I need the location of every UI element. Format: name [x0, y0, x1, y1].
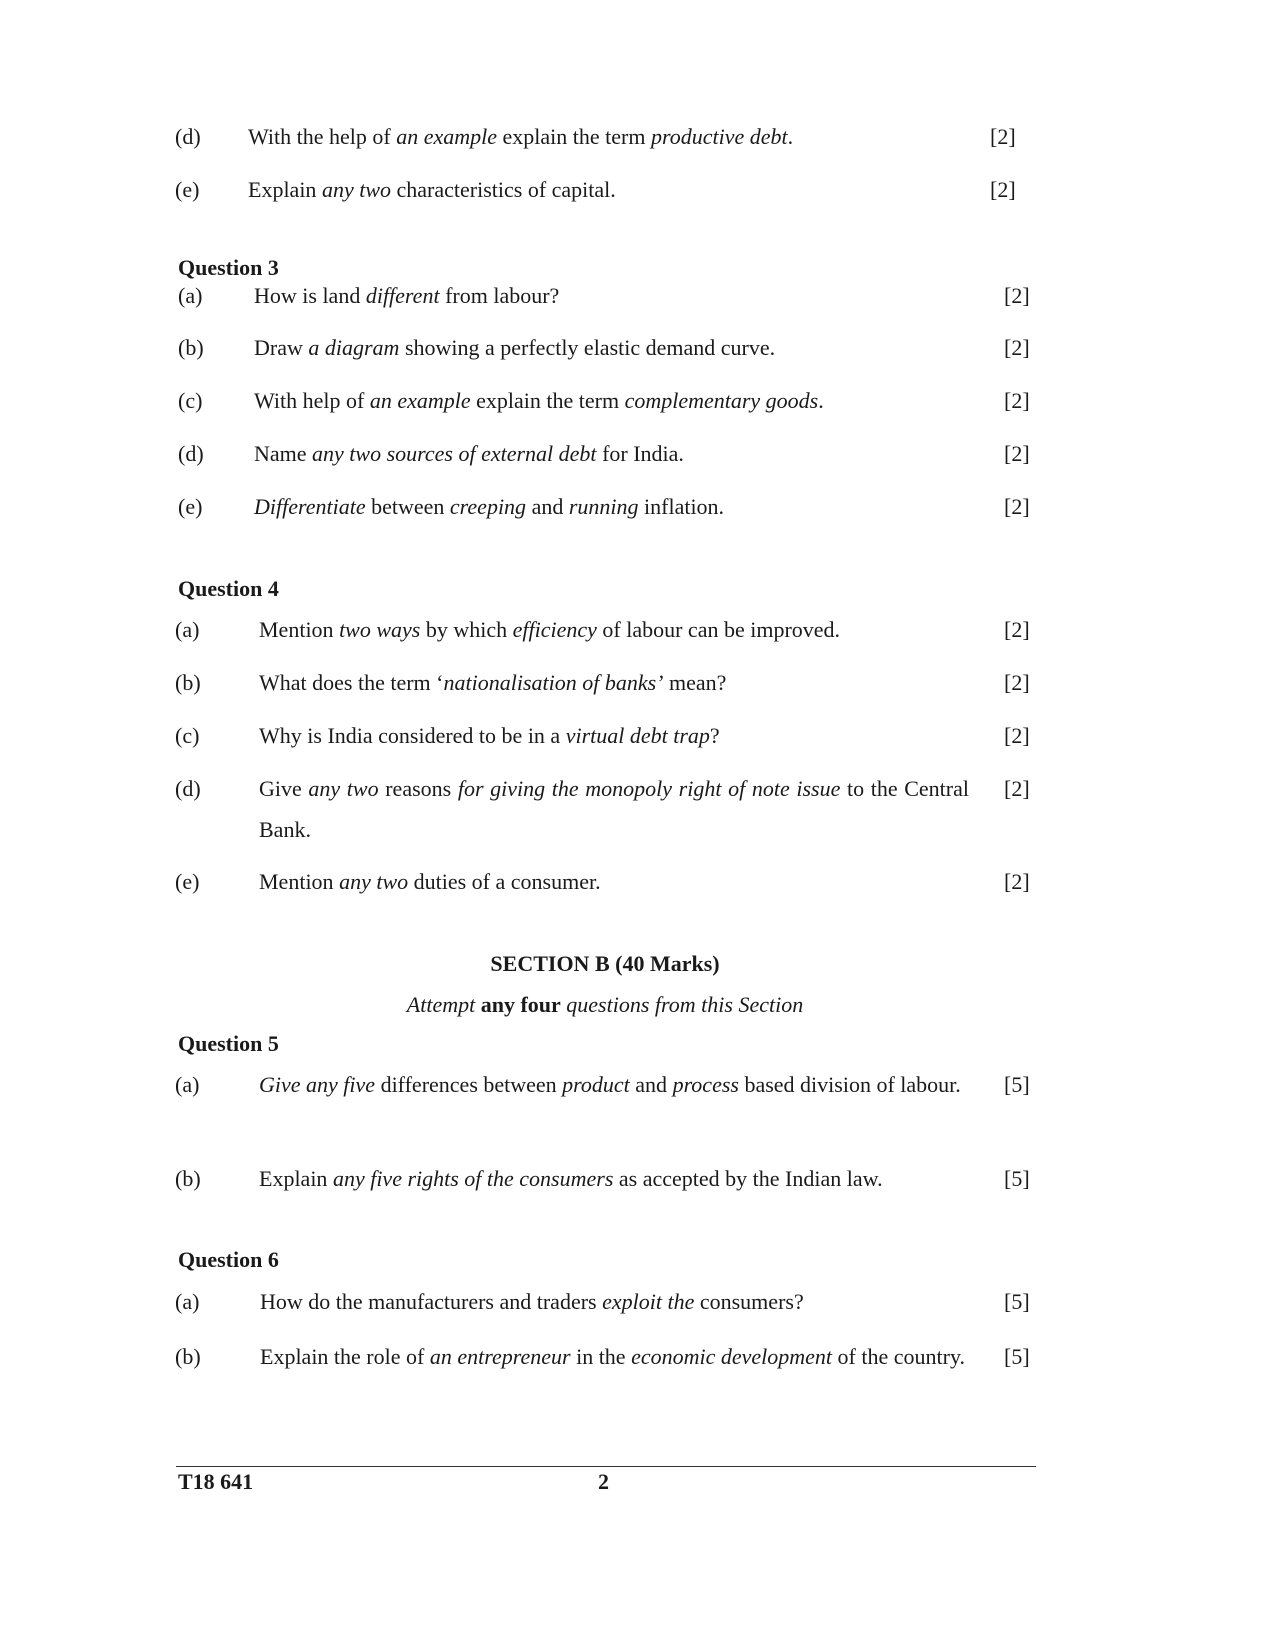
section-instruction [0, 992, 1210, 1018]
item-label: (b) [175, 1344, 201, 1369]
item-text [254, 486, 974, 527]
text-segment: two ways [339, 617, 421, 642]
text-segment: duties of a consumer. [408, 869, 601, 894]
text-segment: With help of [254, 388, 370, 413]
item-marks: [2] [1004, 494, 1030, 519]
item-label: (a) [175, 1072, 200, 1097]
item-marks: [2] [1004, 670, 1030, 695]
item-text [260, 1336, 969, 1377]
text-segment: With the help of [248, 124, 397, 149]
text-segment: questions from this Section [560, 992, 804, 1017]
item-text [260, 1281, 969, 1322]
text-segment: an example [396, 124, 497, 149]
item-marks: [2] [1004, 723, 1030, 748]
text-segment: of the country. [832, 1344, 966, 1369]
item-marks: [2] [990, 124, 1016, 149]
item-text [254, 327, 974, 368]
item-text [259, 609, 969, 650]
text-segment: and [629, 1072, 673, 1097]
text-segment: an entrepreneur [429, 1344, 571, 1369]
text-segment: Give any five [259, 1072, 376, 1097]
text-segment: Explain the role of [260, 1344, 430, 1369]
item-text [259, 1158, 969, 1199]
text-segment: in the [570, 1344, 632, 1369]
item-marks: [2] [1004, 869, 1030, 894]
text-segment: How is land [254, 283, 366, 308]
section-title: SECTION B (40 Marks) [490, 951, 720, 976]
text-segment: Mention [259, 869, 340, 894]
item-label: (e) [178, 494, 203, 519]
item-marks: [2] [1004, 335, 1030, 360]
question-heading: Question 6 [178, 1247, 279, 1272]
text-segment: Mention [259, 617, 340, 642]
item-label: (e) [175, 869, 200, 894]
item-marks: [2] [1004, 388, 1030, 413]
item-text [254, 275, 974, 316]
item-marks: [2] [1004, 776, 1030, 801]
text-segment: Differentiate [254, 494, 366, 519]
footer-rule [176, 1466, 1036, 1467]
text-segment: characteristics of capital. [391, 177, 616, 202]
text-segment: any two [321, 177, 391, 202]
item-label: (b) [175, 670, 201, 695]
text-segment: complementary goods [624, 388, 819, 413]
page-number: 2 [598, 1469, 609, 1494]
text-segment: economic development [631, 1344, 833, 1369]
text-segment: consumers? [694, 1289, 804, 1314]
paper-code: T18 641 [178, 1469, 254, 1494]
item-text [259, 662, 969, 703]
text-segment: showing a perfectly elastic demand curve. [399, 335, 776, 360]
item-marks: [2] [990, 177, 1016, 202]
text-segment: differences between [375, 1072, 563, 1097]
text-segment: explain the term [470, 388, 625, 413]
item-label: (b) [175, 1166, 201, 1191]
item-marks: [2] [1004, 617, 1030, 642]
text-segment: efficiency [512, 617, 597, 642]
item-label: (a) [175, 617, 200, 642]
text-segment: between [365, 494, 450, 519]
item-marks: [2] [1004, 283, 1030, 308]
text-segment: mean? [663, 670, 727, 695]
item-text [259, 1064, 969, 1105]
text-segment: any five rights of the consumers [332, 1166, 614, 1191]
text-segment: any two sources of external debt [312, 441, 597, 466]
text-segment: and [526, 494, 569, 519]
item-label: (d) [175, 776, 201, 801]
item-text [254, 380, 974, 421]
text-segment: exploit the [602, 1289, 695, 1314]
text-segment: any two [308, 776, 379, 801]
text-segment: different [365, 283, 440, 308]
question-heading: Question 4 [178, 576, 279, 601]
item-label: (d) [178, 441, 204, 466]
text-segment: a diagram [308, 335, 400, 360]
text-segment: an example [369, 388, 471, 413]
text-segment: Draw [254, 335, 309, 360]
item-marks: [2] [1004, 441, 1030, 466]
text-segment: explain the term [497, 124, 651, 149]
text-segment: for India. [596, 441, 684, 466]
text-segment: . [818, 388, 824, 413]
text-segment: process [672, 1072, 739, 1097]
text-segment: from labour? [439, 283, 560, 308]
item-label: (a) [175, 1289, 200, 1314]
text-segment: by which [420, 617, 513, 642]
text-segment: for giving the monopoly right of note issue [457, 776, 841, 801]
text-segment: any two [339, 869, 409, 894]
item-text [259, 715, 969, 756]
text-segment: Explain [259, 1166, 333, 1191]
item-marks: [5] [1004, 1344, 1030, 1369]
text-segment: running [568, 494, 639, 519]
item-text [248, 169, 968, 210]
item-marks: [5] [1004, 1166, 1030, 1191]
item-marks: [5] [1004, 1289, 1030, 1314]
question-heading: Question 3 [178, 255, 279, 280]
text-segment: based division of labour. [738, 1072, 961, 1097]
text-segment: What does the term ‘ [259, 670, 444, 695]
item-label: (d) [175, 124, 201, 149]
item-text [259, 768, 969, 850]
text-segment: virtual debt trap [565, 723, 710, 748]
text-segment: productive debt [650, 124, 788, 149]
text-segment: Attempt [406, 992, 481, 1017]
text-segment: . [787, 124, 794, 149]
question-heading: Question 5 [178, 1031, 279, 1056]
text-segment: inflation. [638, 494, 725, 519]
text-segment: as accepted by the Indian law. [613, 1166, 883, 1191]
text-segment: How do the manufacturers and traders [260, 1289, 603, 1314]
item-label: (c) [175, 723, 200, 748]
text-segment: any four [480, 992, 561, 1017]
item-label: (b) [178, 335, 204, 360]
item-text [259, 861, 969, 902]
text-segment: Explain [248, 177, 322, 202]
item-text [254, 433, 974, 474]
text-segment: to the Central Bank. [259, 776, 969, 842]
text-segment: ? [709, 723, 720, 748]
text-segment: Name [254, 441, 313, 466]
item-marks: [5] [1004, 1072, 1030, 1097]
text-segment: nationalisation of banks’ [443, 670, 664, 695]
text-segment: Give [259, 776, 309, 801]
text-segment: Why is India considered to be in a [259, 723, 566, 748]
text-segment: creeping [449, 494, 527, 519]
item-label: (e) [175, 177, 200, 202]
item-label: (a) [178, 283, 203, 308]
item-label: (c) [178, 388, 203, 413]
item-text [248, 116, 968, 157]
text-segment: of labour can be improved. [596, 617, 841, 642]
text-segment: reasons [378, 776, 458, 801]
text-segment: product [562, 1072, 630, 1097]
